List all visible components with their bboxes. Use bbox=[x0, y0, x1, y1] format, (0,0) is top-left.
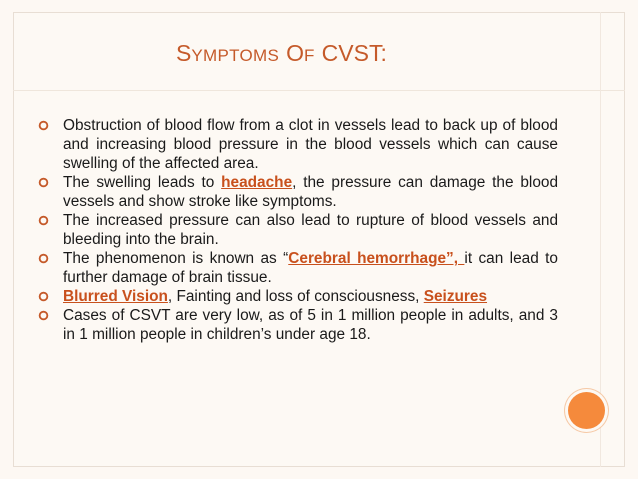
keyword-link[interactable]: Seizures bbox=[423, 288, 488, 305]
title-rest-2: F bbox=[303, 46, 315, 65]
bullet-item bbox=[38, 287, 558, 306]
bullet-text: The increased pressure can also lead to rupture of blood vessels and bleeding into the brain. bbox=[63, 212, 558, 248]
title-initial-1: S bbox=[176, 40, 192, 66]
bullet-list bbox=[38, 116, 558, 344]
ring-bullet-icon bbox=[38, 120, 49, 131]
ring-bullet-icon bbox=[38, 253, 49, 264]
bullet-text: , Fainting and loss of consciousness, bbox=[167, 288, 424, 305]
title-rest-1: YMPTOMS bbox=[191, 46, 280, 65]
bullet-item bbox=[38, 306, 558, 344]
title-acronym: CVST: bbox=[321, 40, 387, 66]
keyword-link[interactable]: headache bbox=[221, 174, 293, 191]
ring-bullet-icon bbox=[38, 291, 49, 302]
keyword-link[interactable]: Blurred Vision bbox=[63, 288, 168, 305]
bullet-text: Cases of CSVT are very low, as of 5 in 1 million people in adults, and 3 in 1 million people in children’s under age 18. bbox=[63, 307, 558, 343]
bullet-item bbox=[38, 116, 558, 173]
bullet-text: The phenomenon is known as “ bbox=[63, 250, 289, 267]
title-initial-2: O bbox=[286, 40, 304, 66]
bullet-item bbox=[38, 173, 558, 211]
bullet-text: The swelling leads to bbox=[63, 174, 222, 191]
title-divider bbox=[13, 90, 625, 91]
orange-circle bbox=[568, 392, 605, 429]
slide-title bbox=[176, 36, 476, 70]
bullet-item bbox=[38, 249, 558, 287]
bullet-text: it can lead to further damage of brain tissue. bbox=[63, 250, 558, 286]
ring-bullet-icon bbox=[38, 215, 49, 226]
bullet-text: , the pressure can damage the blood vessels and show stroke like symptoms. bbox=[63, 174, 559, 210]
ring-bullet-icon bbox=[38, 177, 49, 188]
keyword-link[interactable]: Cerebral hemorrhage”, bbox=[288, 250, 465, 267]
bullet-text: Obstruction of blood flow from a clot in vessels lead to back up of blood and increasing blood pressure in the blood vessels which can cause swelling of the affected area. bbox=[63, 117, 558, 172]
bullet-item bbox=[38, 211, 558, 249]
ring-bullet-icon bbox=[38, 310, 49, 321]
